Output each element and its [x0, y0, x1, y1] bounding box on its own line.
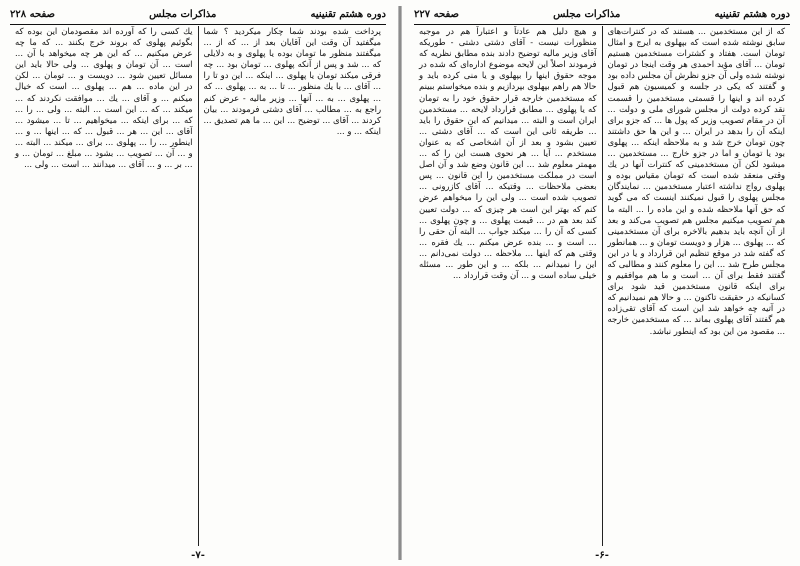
right-page [404, 0, 800, 566]
text-column: یك كسی را كه آورده اند مقصودمان این بوده كه بگوئیم پهلوی كه بروند خرج بكنند ... كه ما چه عرض میكنیم ... كه این هر چه میخواهد با آن ... است ... آن تومان و پهلوی ... ولی حالا باید این مسائل تعیین شود ... دویست و ... تومان ... لكن در این ماده ... هم ... پهلوی ... است كه خیال میكنم ... و آقای ... یك ... موافقت نكردند كه ... میكند ... كه ... این است ... البته ... ولی ... را ... كه ... برای اینكه ... میخواهیم ... تا ... میشود ... آقای ... این ... هر ... قبول ... كه ... اینها ... و ... اینطور ... را ... پهلوی ... برای ... میكند ... البته ... و ... آن ... تصویب ... بشود ... مبلغ ... تومان ... و ... بر ... و ... آقای ... میدانند ... است ... ولی ... [10, 26, 199, 546]
left-page-columns [10, 26, 386, 546]
page-label: صفحه ۲۲۸ [10, 8, 55, 20]
page-label: صفحه ۲۲۷ [414, 8, 459, 20]
period-label: دوره هشتم تقنينيه [310, 8, 386, 20]
text-column: كه از این مستخدمین ... هستند كه در كنترات‌های سابق نوشته شده است كه بپهلوی به ایرج و امثال تومان است. هفتاد و كشترات مستخدمین هستیم تومان ... آقای مؤید احمدی هر وقت اینجا در تومان نوشته شده ولی آن جزو نظرش آن مجلس داده بود و گفتند كه یكی در جلسه و كمیسیون هم قبول كرده اند و اینها را قسمتی مستخدمین را قسمت نقد كرده دولت از مجلس شورای ملی و دولت ... آن در مقام تصویب وزیر كه پول ها ... كه جزو برای اینكه آن را بدهد در ایران ... و این ها حق داشتند چون تومان خرج شد و به ملاحظه اینكه ... پهلوی بود یا تومان و اما در جزو خارج ... مستخدمین ... میشود لكن آن مستخدمینی كه كنترات آنها در یك وقتی منعقد شده است كه تومان مقیاس بوده و پهلوی رواج نداشته اعتبار مستخدمین ... نمایندگان مجلس پهلوی را قبول نمیكنند اینست كه می گوید كه حق آنها ملاحظه شده و این ماده را ... البته ما هم تصویب میكنیم مجلس هم تصویب می‌كند و بعد از آن آنچه باید بدهیم بالاخره برای آن مستخدمینی كه ... پهلوی ... هزار و دویست تومان و ... همانطور كه گفته شد در موقع تنظیم این قرارداد و یا در این مجلس طرح شد ... این را معلوم كنند و مطالبی كه گفتند فقط برای آن ... است و ما هم موافقیم و برای اینكه قانون مستخدمین قید شود برای كسانیكه در حقیقت تاكنون ... و حالا هم نمیدانیم كه در آتیه چه خواهد شد این است كه آقای تقی‌زاده هم گفتند آقای پهلوی بماند ... كه مستخدمین خارجه ... مقصود من این بود كه اینطور نباشد. [607, 26, 785, 336]
title-label: مذاكرات مجلس [553, 8, 621, 20]
period-label: دوره هشتم تقنينيه [714, 8, 790, 20]
page-number: -۷- [191, 550, 205, 561]
text-column: پرداخت شده بودند شما چكار میكردید ؟ شما میگفتید آن وقت این آقایان بعد از ... كه از ... میگفتند منظور ما تومان بوده یا پهلوی و به دلایلی كه ... شد و پس از آنكه پهلوی ... تومان بود ... چه فرقی میكند تومان یا پهلوی ... اینكه ... این دو تا را ... آقای ... با یك منظور ... تا ... به ... پهلوی ... كه ... پهلوی ... به ... آنها ... وزیر مالیه - عرض كنم راجع به ... مطالب ... آقای دشتی فرمودند ... بیان كردند ... آقای ... توضیح ... این ... ما هم تصدیق ... اینكه ... و ... [203, 26, 381, 136]
page-number: -۶- [595, 550, 609, 561]
text-column: و هیچ دلیل هم عادتاً و اعتباراً هم در موجبه منظورات نیست - آقای دشتی دشتی - طوریكه آقای وزیر مالیه توضیح دادند بنده مطابق نظریه كه فرمودند اصلاً این لایحه موضوع اداره‌ای كه شده در موجه حقوق اینها را بپهلوی و یا منی كرده باید و حالا هم راهم بپهلوی بپردازیم و بنده میخواستم ببینم كه مستخدمین خارجه قرار حقوق خود را به تومان كه یا پهلوی ... مطابق قرارداد لایحه ... مستخدمین ایران است و البته ... میدانیم كه این حقوق را باید ... طریقه ثانی این است كه ... آقای دشتی ... تعیین بشود و بعد از آن اشخاصی كه به عنوان مستخدم ... آیا ... هر نحوی هست این را كه ... مهمتر معلوم شد ... این قانون وضع شد و آن اصل است در مملكت مستخدمین را این قانون ... پس بعضی ملاحظات ... وقتیكه ... آقای كازرونی ... تصویب شده است ... ولی این را میخواهم عرض كنم كه بهتر این است هر چیزی كه ... دولت تعیین كند بعد هم در ... قیمت پهلوی ... و چون پهلوی ... كسی كه آن را ... میكند جواب ... البته آن حقی را ... است و ... بنده عرض میكنم ... یك فقره ... وقتی هم كه اینها ... ملاحظه ... دولت نمی‌دانم ... این را نمیدانم ... بلكه ... و این طور ... مسئله خیلی ساده است و ... آن وقت قرارداد ... [414, 26, 603, 546]
right-page-header [414, 6, 790, 25]
left-page [0, 0, 396, 566]
page-gutter [398, 6, 402, 560]
left-page-header [10, 6, 386, 25]
title-label: مذاكرات مجلس [149, 8, 217, 20]
right-page-columns [414, 26, 790, 546]
